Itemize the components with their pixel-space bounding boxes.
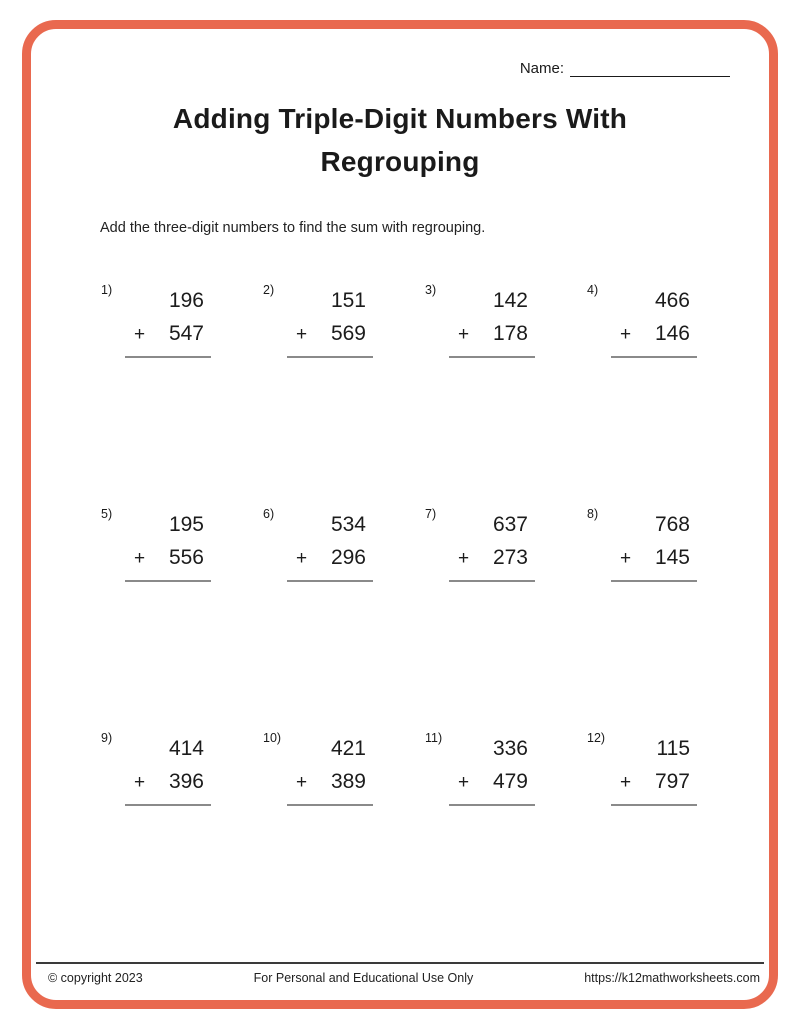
addend-top: 115 (656, 737, 690, 760)
addend-top: 195 (168, 513, 204, 536)
problem-number: 10) (263, 731, 282, 745)
addend-bottom: 569 (330, 322, 366, 345)
addend-top: 151 (330, 289, 366, 312)
problem-stack (611, 508, 697, 582)
addend-bottom-row (125, 317, 211, 351)
addend-top: 421 (330, 737, 366, 760)
problem-stack (287, 284, 373, 358)
addend-bottom-row (611, 541, 697, 575)
problem-cell (586, 281, 748, 505)
problem-stack (287, 732, 373, 806)
problem-stack (449, 508, 535, 582)
plus-sign: + (296, 548, 308, 569)
problem-number: 3) (425, 283, 437, 297)
addend-bottom: 146 (654, 322, 690, 345)
plus-sign: + (296, 772, 308, 793)
problem-number: 2) (263, 283, 275, 297)
problem-stack (449, 732, 535, 806)
problem-cell (100, 281, 262, 505)
addend-bottom: 389 (330, 770, 366, 793)
addend-bottom-row (125, 541, 211, 575)
problem-cell (586, 505, 748, 729)
addend-top: 336 (492, 737, 528, 760)
problem-stack (125, 732, 211, 806)
name-field-row (520, 60, 730, 77)
problem-number: 5) (101, 507, 113, 521)
problem-stack (125, 284, 211, 358)
addend-top: 414 (168, 737, 204, 760)
problem-number: 12) (587, 731, 606, 745)
plus-sign: + (134, 772, 146, 793)
problems-grid (100, 281, 750, 953)
plus-sign: + (458, 548, 470, 569)
plus-sign: + (620, 772, 632, 793)
footer-divider (36, 962, 764, 964)
addend-bottom: 797 (654, 770, 690, 793)
worksheet-title-line1: Adding Triple-Digit Numbers With (172, 103, 628, 134)
addend-top: 768 (654, 513, 690, 536)
addend-top: 637 (492, 513, 528, 536)
plus-sign: + (620, 548, 632, 569)
problem-number: 6) (263, 507, 275, 521)
problem-stack (125, 508, 211, 582)
instruction-text: Add the three-digit numbers to find the sum with regrouping. (100, 220, 486, 236)
problem-cell (100, 505, 262, 729)
problem-cell (424, 729, 586, 953)
plus-sign: + (620, 324, 632, 345)
problem-cell (262, 729, 424, 953)
plus-sign: + (134, 324, 146, 345)
addend-bottom-row (611, 317, 697, 351)
plus-sign: + (458, 324, 470, 345)
problem-cell (424, 281, 586, 505)
problem-stack (611, 284, 697, 358)
name-label: Name: (519, 60, 564, 77)
addend-bottom: 296 (330, 546, 366, 569)
problem-number: 11) (425, 731, 443, 745)
addend-bottom: 547 (168, 322, 204, 345)
problem-stack (449, 284, 535, 358)
footer-copyright: © copyright 2023 (48, 971, 143, 985)
plus-sign: + (296, 324, 308, 345)
plus-sign: + (458, 772, 470, 793)
addend-bottom: 178 (492, 322, 528, 345)
addend-bottom-row (287, 765, 373, 799)
addend-bottom-row (449, 317, 535, 351)
problem-number: 7) (425, 507, 437, 521)
problem-cell (262, 281, 424, 505)
problem-stack (611, 732, 697, 806)
addend-bottom-row (125, 765, 211, 799)
problem-number: 9) (101, 731, 113, 745)
plus-sign: + (134, 548, 146, 569)
addend-top: 196 (168, 289, 204, 312)
addend-bottom-row (449, 541, 535, 575)
addend-bottom: 396 (168, 770, 204, 793)
name-blank-line (570, 63, 730, 77)
addend-bottom-row (449, 765, 535, 799)
addend-top: 142 (492, 289, 528, 312)
problem-number: 1) (101, 283, 113, 297)
addend-bottom: 145 (654, 546, 690, 569)
footer (48, 971, 760, 985)
addend-bottom-row (611, 765, 697, 799)
addend-bottom: 479 (492, 770, 528, 793)
problem-stack (287, 508, 373, 582)
worksheet-title-line2: Regrouping (320, 146, 480, 177)
addend-bottom: 273 (492, 546, 528, 569)
footer-usage: For Personal and Educational Use Only (253, 971, 474, 985)
worksheet-title (0, 97, 800, 183)
problem-cell (424, 505, 586, 729)
problem-cell (262, 505, 424, 729)
problem-number: 4) (587, 283, 599, 297)
problem-cell (586, 729, 748, 953)
problem-number: 8) (587, 507, 599, 521)
addend-bottom: 556 (168, 546, 204, 569)
addend-top: 466 (654, 289, 690, 312)
addend-bottom-row (287, 317, 373, 351)
footer-url: https://k12mathworksheets.com (584, 971, 760, 985)
addend-bottom-row (287, 541, 373, 575)
addend-top: 534 (330, 513, 366, 536)
problem-cell (100, 729, 262, 953)
